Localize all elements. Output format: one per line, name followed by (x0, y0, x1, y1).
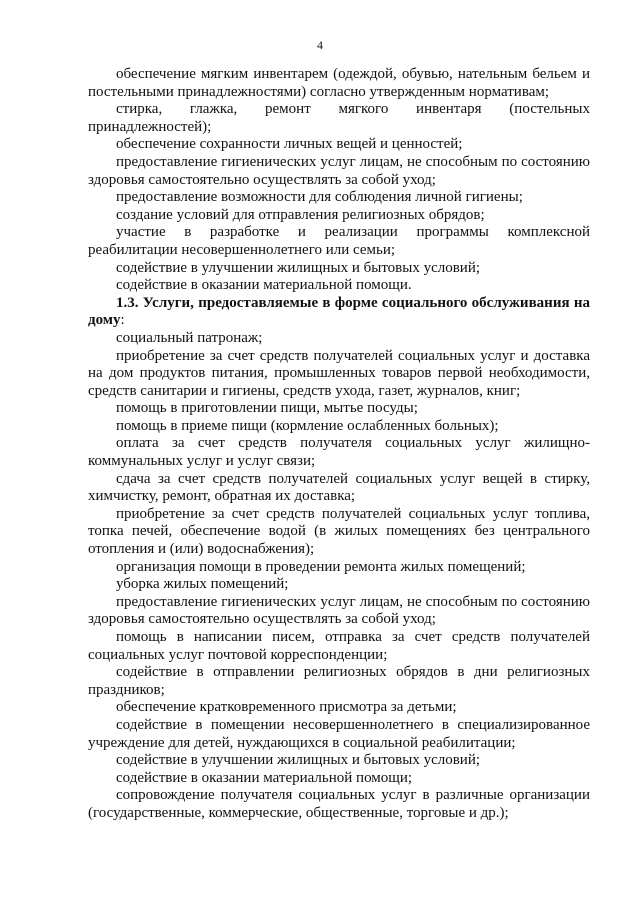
paragraph: предоставление гигиенических услуг лицам, не способным по состоянию здоровья самостоятельно осуществлять за собой уход; (88, 153, 590, 188)
list-item: содействие в помещении несовершеннолетнего в специализированное учреждение для детей, нуждающихся в социальной реабилитации; (88, 716, 590, 751)
list-item: оплата за счет средств получателя социальных услуг жилищно-коммунальных услуг и услуг связи; (88, 435, 590, 470)
list-item: сопровождение получателя социальных услуг в различные организации (государственные, коммерческие, общественные, торговые и др.); (88, 787, 590, 821)
list-item: организация помощи в проведении ремонта жилых помещений; (116, 558, 526, 575)
list-item: помощь в приеме пищи (кормление ослабленных больных); (116, 417, 499, 434)
list-item: социальный патронаж; (116, 329, 263, 346)
page-number: 4 (317, 38, 323, 52)
list-item: помощь в написании писем, отправка за счет средств получателей социальных услуг почтовой корреспонденции; (88, 629, 590, 663)
document-body (88, 66, 590, 823)
list-item: обеспечение кратковременного присмотра за детьми; (116, 699, 457, 716)
section-heading-text: 1.3. Услуги, предоставляемые в форме социального обслуживания на дому (88, 294, 590, 329)
list-item: уборка жилых помещений; (116, 576, 289, 593)
paragraph: создание условий для отправления религиозных обрядов; (116, 206, 485, 223)
paragraph: стирка, глажка, ремонт мягкого инвентаря (постельных принадлежностей); (88, 101, 590, 135)
section-heading (88, 295, 590, 330)
paragraph: содействие в улучшении жилищных и бытовых условий; (116, 259, 481, 276)
list-item: помощь в приготовлении пищи, мытье посуды; (116, 400, 418, 417)
paragraph: содействие в оказании материальной помощи. (116, 277, 412, 294)
paragraph: участие в разработке и реализации программы комплексной реабилитации несовершеннолетнего или семьи; (88, 224, 590, 258)
paragraph: обеспечение мягким инвентарем (одеждой, обувью, нательным бельем и постельными принадлежностями) согласно утвержденным нормативам; (88, 66, 590, 100)
list-item: приобретение за счет средств получателей социальных услуг топлива, топка печей, обеспечение водой (в жилых помещениях без центрального отопления и (или) водоснабжения); (88, 505, 590, 558)
list-item: сдача за счет средств получателей социальных услуг вещей в стирку, химчистку, ремонт, обратная их доставка; (88, 470, 590, 505)
paragraph: обеспечение сохранности личных вещей и ценностей; (116, 136, 463, 153)
list-item: содействие в отправлении религиозных обрядов в дни религиозных праздников; (88, 664, 590, 698)
list-item: содействие в улучшении жилищных и бытовых условий; (116, 752, 481, 769)
list-item: предоставление гигиенических услуг лицам, не способным по состоянию здоровья самостоятельно осуществлять за собой уход; (88, 593, 590, 628)
paragraph: предоставление возможности для соблюдения личной гигиены; (116, 189, 523, 206)
list-item: содействие в оказании материальной помощи; (116, 769, 413, 786)
list-item: приобретение за счет средств получателей социальных услуг и доставка на дом продуктов питания, промышленных товаров первой необходимости, средств санитарии и гигиены, средств ухода, газет, журналов, книг; (88, 347, 590, 399)
section-heading-colon: : (120, 312, 125, 329)
